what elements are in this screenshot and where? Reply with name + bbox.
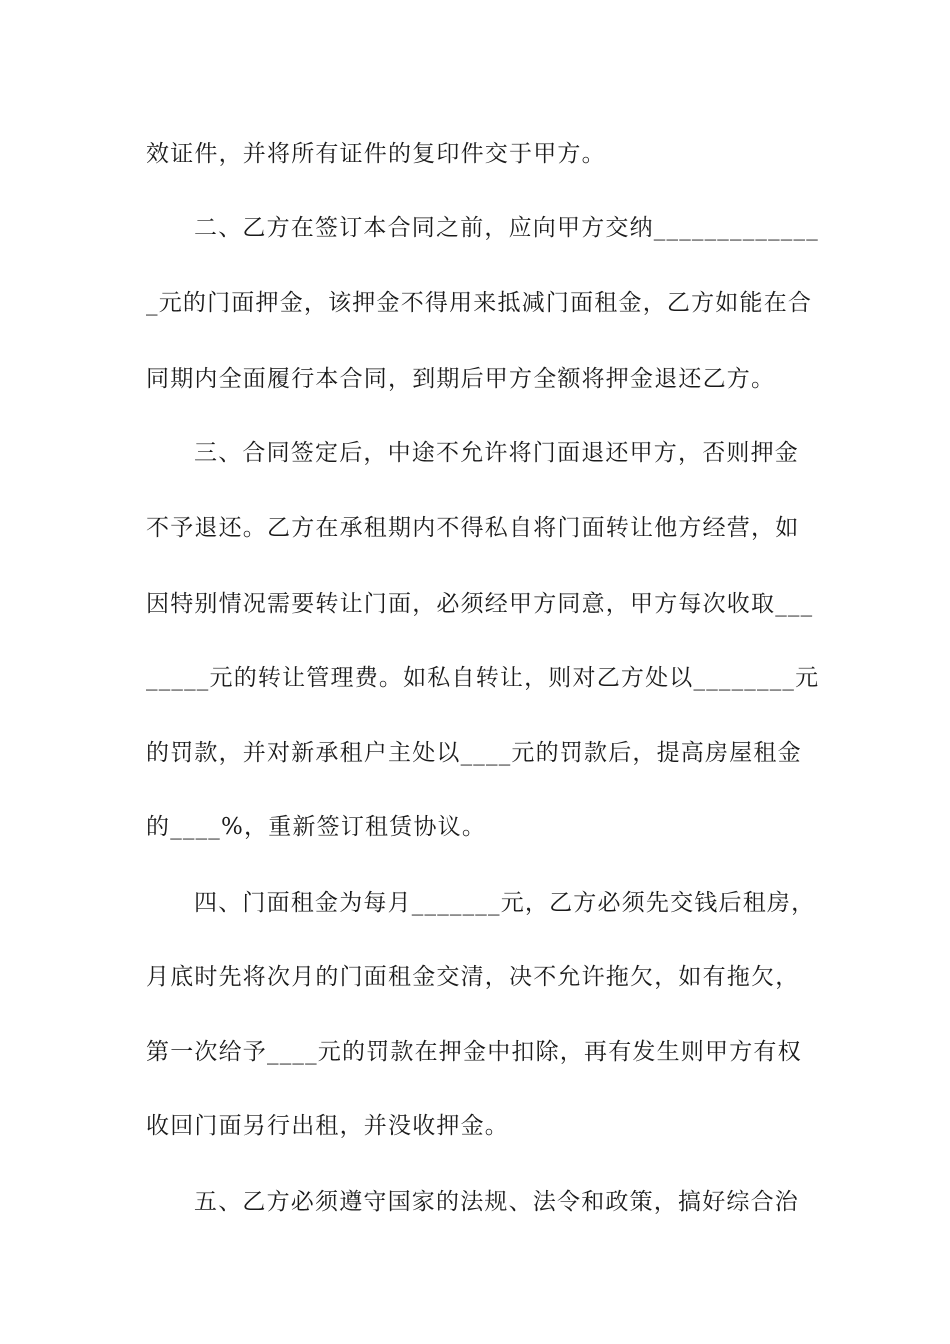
text-line: _____元的转让管理费。如私自转让，则对乙方处以________元 — [146, 665, 820, 691]
clause-3-heading-line: 三、合同签定后，中途不允许将门面退还甲方，否则押金 — [194, 440, 799, 466]
clause-2-heading-line: 二、乙方在签订本合同之前，应向甲方交纳_____________ — [194, 215, 819, 241]
text-line: _元的门面押金，该押金不得用来抵减门面租金，乙方如能在合 — [146, 290, 813, 316]
clause-5-heading-line: 五、乙方必须遵守国家的法规、法令和政策，搞好综合治 — [194, 1189, 799, 1215]
text-line: 不予退还。乙方在承租期内不得私自将门面转让他方经营，如 — [146, 515, 800, 541]
text-line: 月底时先将次月的门面租金交清，决不允许拖欠，如有拖欠， — [146, 964, 800, 990]
text-line: 第一次给予____元的罚款在押金中扣除，再有发生则甲方有权 — [146, 1039, 802, 1065]
text-line: 的罚款，并对新承租户主处以____元的罚款后，提高房屋租金 — [146, 740, 802, 766]
text-line: 效证件，并将所有证件的复印件交于甲方。 — [146, 141, 606, 167]
text-line: 同期内全面履行本合同，到期后甲方全额将押金退还乙方。 — [146, 366, 776, 392]
text-line: 的____%，重新签订租赁协议。 — [146, 814, 487, 840]
clause-4-heading-line: 四、门面租金为每月_______元，乙方必须先交钱后租房， — [194, 890, 816, 916]
text-line: 收回门面另行出租，并没收押金。 — [146, 1113, 509, 1139]
text-line: 因特别情况需要转让门面，必须经甲方同意，甲方每次收取___ — [146, 591, 814, 617]
